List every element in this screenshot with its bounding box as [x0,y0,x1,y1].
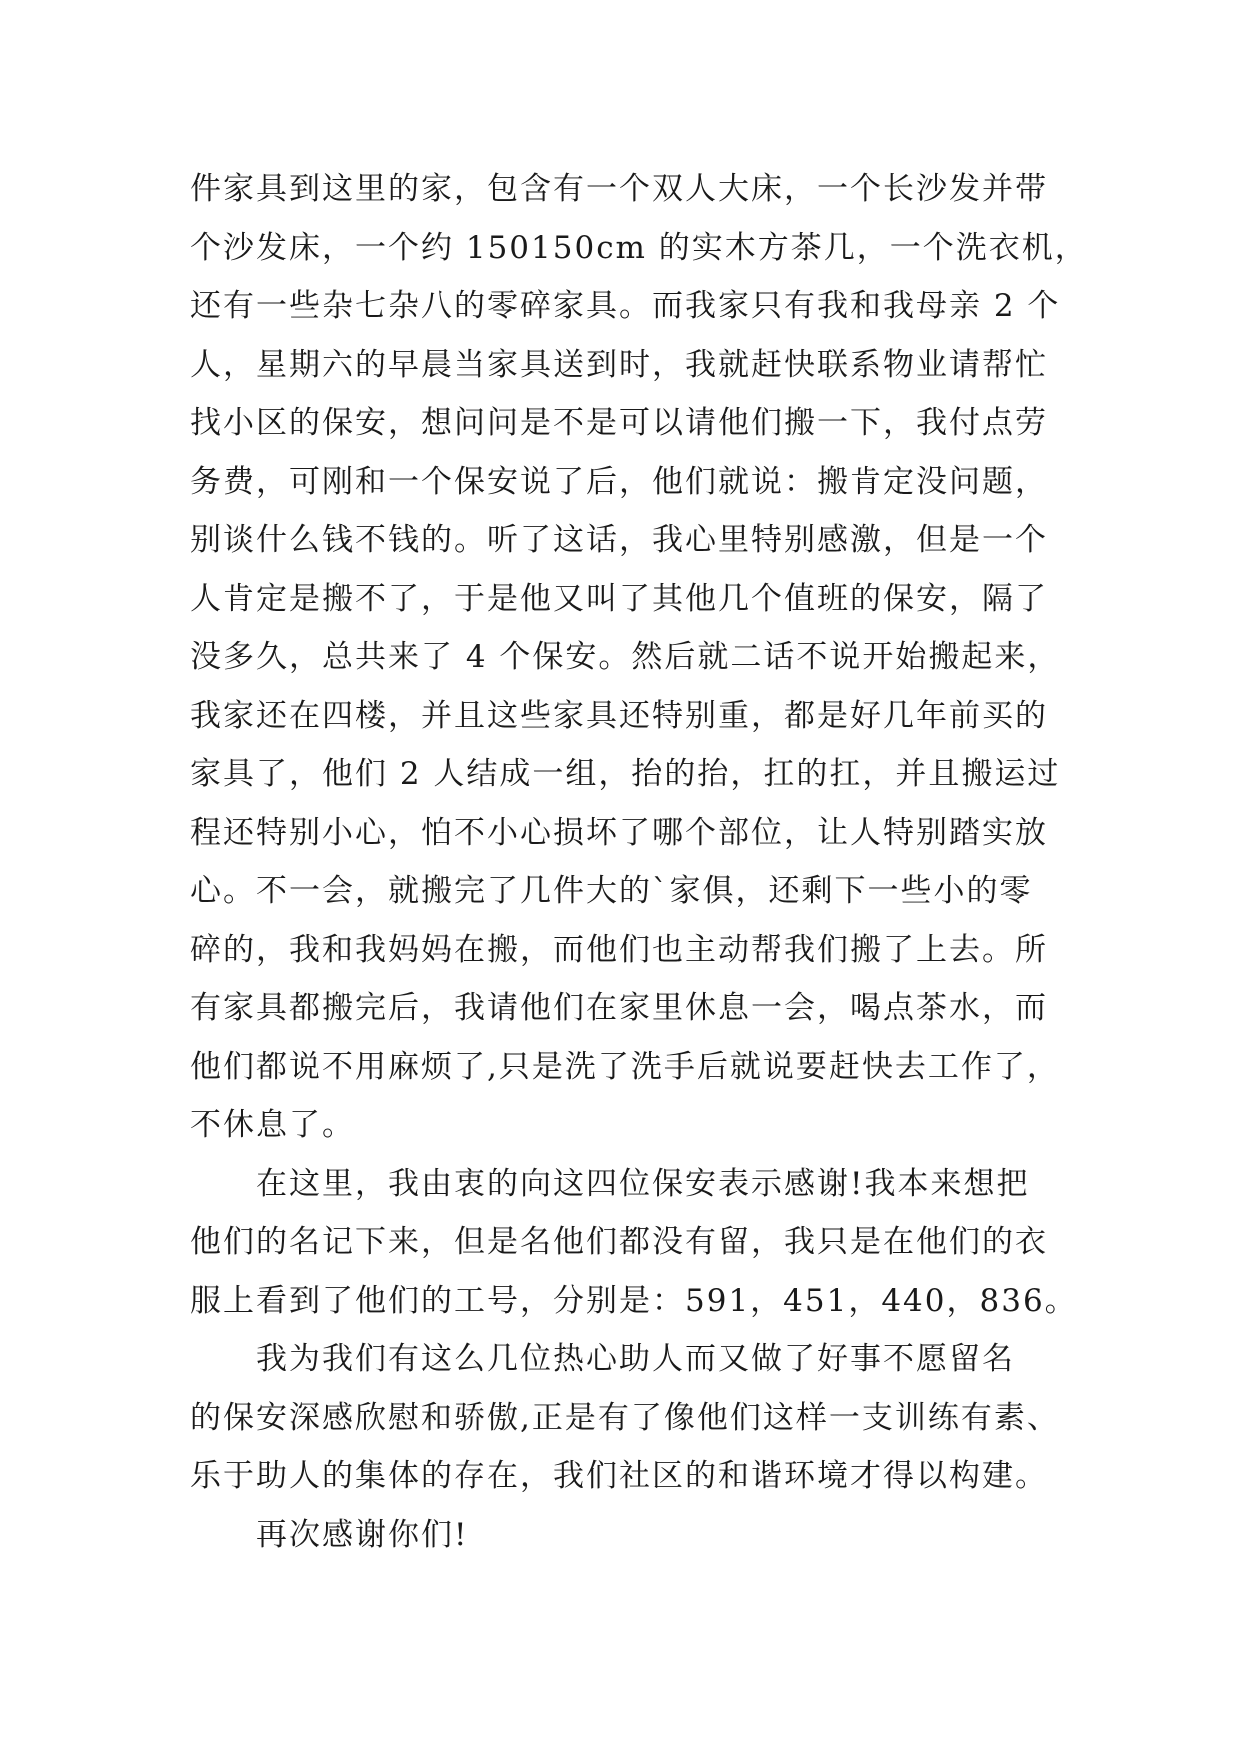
text-line: 还有一些杂七杂八的零碎家具。而我家只有我和我母亲 2 个 [190,288,1061,324]
text-line: 个沙发床，一个约 150150cm 的实木方茶几，一个洗衣机， [190,229,1088,266]
closing-line: 再次感谢你们! [256,1516,469,1553]
text-line: 我家还在四楼，并且这些家具还特别重，都是好几年前买的 [190,697,1048,734]
text-line: 服上看到了他们的工号，分别是：591，451，440，836。 [190,1282,1078,1319]
text-line: 务费，可刚和一个保安说了后，他们就说：搬肯定没问题， [190,463,1048,500]
text-line: 家具了，他们 2 人结成一组，抬的抬，扛的扛，并且搬运过 [190,756,1061,792]
paragraph-start-line: 我为我们有这么几位热心助人而又做了好事不愿留名 [256,1341,1015,1377]
text-line: 不休息了。 [190,1107,355,1143]
text-line: 的保安深感欣慰和骄傲,正是有了像他们这样一支训练有素、 [190,1399,1060,1436]
text-line: 他们的名记下来，但是名他们都没有留，我只是在他们的衣 [190,1224,1048,1260]
paragraph-start-line: 在这里，我由衷的向这四位保安表示感谢!我本来想把 [256,1165,1030,1202]
text-line: 件家具到这里的家，包含有一个双人大床，一个长沙发并带 [190,171,1048,207]
text-line: 人，星期六的早晨当家具送到时，我就赶快联系物业请帮忙 [190,346,1048,383]
text-line: 他们都说不用麻烦了,只是洗了洗手后就说要赶快去工作了， [190,1048,1060,1085]
text-line: 有家具都搬完后，我请他们在家里休息一会，喝点茶水，而 [190,990,1048,1026]
text-line: 找小区的保安，想问问是不是可以请他们搬一下，我付点劳 [190,405,1048,441]
text-line: 碎的，我和我妈妈在搬，而他们也主动帮我们搬了上去。所 [190,931,1048,968]
text-line: 人肯定是搬不了，于是他又叫了其他几个值班的保安，隔了 [190,580,1048,617]
text-line: 程还特别小心，怕不小心损坏了哪个部位，让人特别踏实放 [190,814,1048,851]
text-line: 别谈什么钱不钱的。听了这话，我心里特别感激，但是一个 [190,522,1048,558]
text-line: 心。不一会，就搬完了几件大的`家俱，还剩下一些小的零 [190,873,1033,909]
body-text [190,160,1088,1564]
text-line: 没多久，总共来了 4 个保安。然后就二话不说开始搬起来， [190,639,1061,675]
text-line: 乐于助人的集体的存在，我们社区的和谐环境才得以构建。 [190,1458,1048,1494]
